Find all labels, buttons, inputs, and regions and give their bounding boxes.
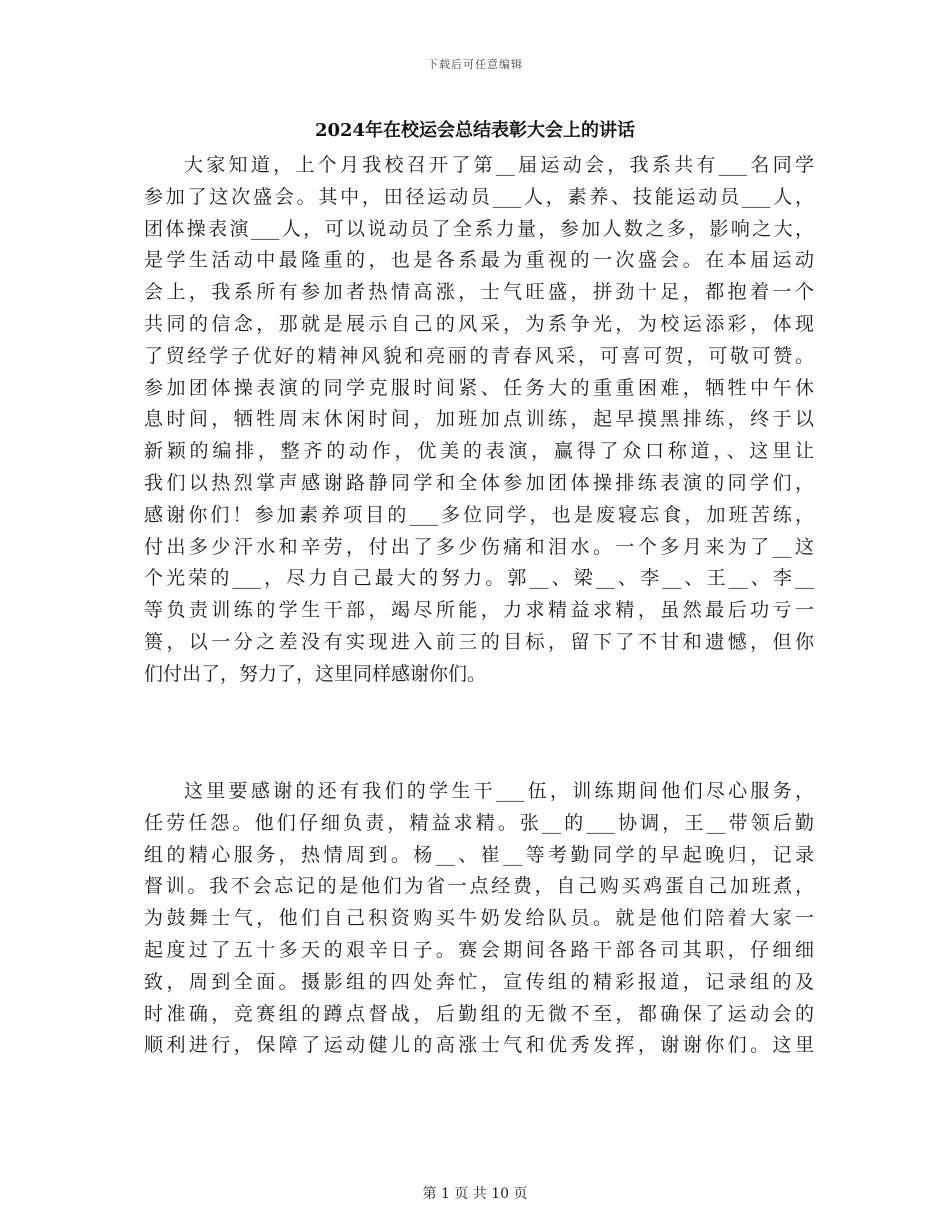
paragraph-line: 参加了这次盛会。其中，田径运动员___人，素养、技能运动员___人， — [144, 185, 814, 208]
paragraph-2 — [144, 776, 814, 1062]
paragraph-line: 组的精心服务，热情周到。杨__、崔__等考勤同学的早起晚归，记录 — [144, 843, 814, 866]
paragraph-line: 起度过了五十多天的艰辛日子。赛会期间各路干部各司其职，仔细细 — [144, 938, 814, 961]
page-number-footer: 第 1 页 共 10 页 — [422, 1186, 528, 1202]
paragraph-line: 这里要感谢的还有我们的学生干___伍，训练期间他们尽心服务， — [184, 780, 814, 802]
paragraph-line: 顺利进行，保障了运动健儿的高涨士气和优秀发挥，谢谢你们。这里 — [144, 1034, 814, 1057]
paragraph-line: 参加团体操表演的同学克服时间紧、任务大的重重困难，牺牲中午休 — [144, 376, 814, 399]
paragraph-line: 督训。我不会忘记的是他们为省一点经费，自己购买鸡蛋自己加班煮， — [144, 875, 814, 898]
document-title: 2024年在校运会总结表彰大会上的讲话 — [314, 120, 636, 141]
paragraph-line: 我们以热烈掌声感谢路静同学和全体参加团体操排练表演的同学们， — [144, 471, 814, 494]
paragraph-1 — [144, 150, 814, 691]
paragraph-line: 付出多少汗水和辛劳，付出了多少伤痛和泪水。一个多月来为了__这 — [144, 535, 814, 558]
header-note: 下载后可任意编辑 — [427, 58, 523, 71]
paragraph-line: 致，周到全面。摄影组的四处奔忙，宣传组的精彩报道，记录组的及 — [144, 970, 814, 993]
paragraph-line: 大家知道，上个月我校召开了第__届运动会，我系共有___名同学 — [184, 154, 814, 176]
paragraph-line: 感谢你们！参加素养项目的___多位同学，也是废寝忘食，加班苦练， — [144, 503, 814, 526]
paragraph-line: 任劳任怨。他们仔细负责，精益求精。张__的___协调，王__带领后勤 — [144, 811, 814, 834]
paragraph-line: 团体操表演___人，可以说动员了全系力量，参加人数之多，影响之大， — [144, 217, 814, 240]
paragraph-line: 息时间，牺牲周末休闲时间，加班加点训练，起早摸黑排练，终于以 — [144, 408, 814, 431]
paragraph-line: 时准确，竞赛组的蹲点督战，后勤组的无微不至，都确保了运动会的 — [144, 1002, 814, 1025]
paragraph-line: 等负责训练的学生干部，竭尽所能，力求精益求精，虽然最后功亏一 — [144, 599, 814, 622]
paragraph-line: 篑，以一分之差没有实现进入前三的目标，留下了不甘和遗憾，但你 — [144, 630, 814, 653]
paragraph-line: 新颖的编排，整齐的动作，优美的表演，赢得了众口称道，、这里让 — [144, 440, 814, 463]
paragraph-line: 们付出了，努力了，这里同样感谢你们。 — [144, 662, 487, 685]
paragraph-line: 会上，我系所有参加者热情高涨，士气旺盛，拼劲十足，都抱着一个 — [144, 281, 814, 304]
paragraph-line: 是学生活动中最隆重的，也是各系最为重视的一次盛会。在本届运动 — [144, 249, 814, 272]
paragraph-line: 了贸经学子优好的精神风貌和亮丽的青春风采，可喜可贺，可敬可赞。 — [144, 344, 814, 367]
paragraph-line: 个光荣的___，尽力自己最大的努力。郭__、梁__、李__、王__、李__ — [144, 567, 814, 590]
paragraph-line: 共同的信念，那就是展示自己的风采，为系争光，为校运添彩，体现 — [144, 312, 814, 335]
paragraph-line: 为鼓舞士气，他们自己积资购买牛奶发给队员。就是他们陪着大家一 — [144, 907, 814, 930]
